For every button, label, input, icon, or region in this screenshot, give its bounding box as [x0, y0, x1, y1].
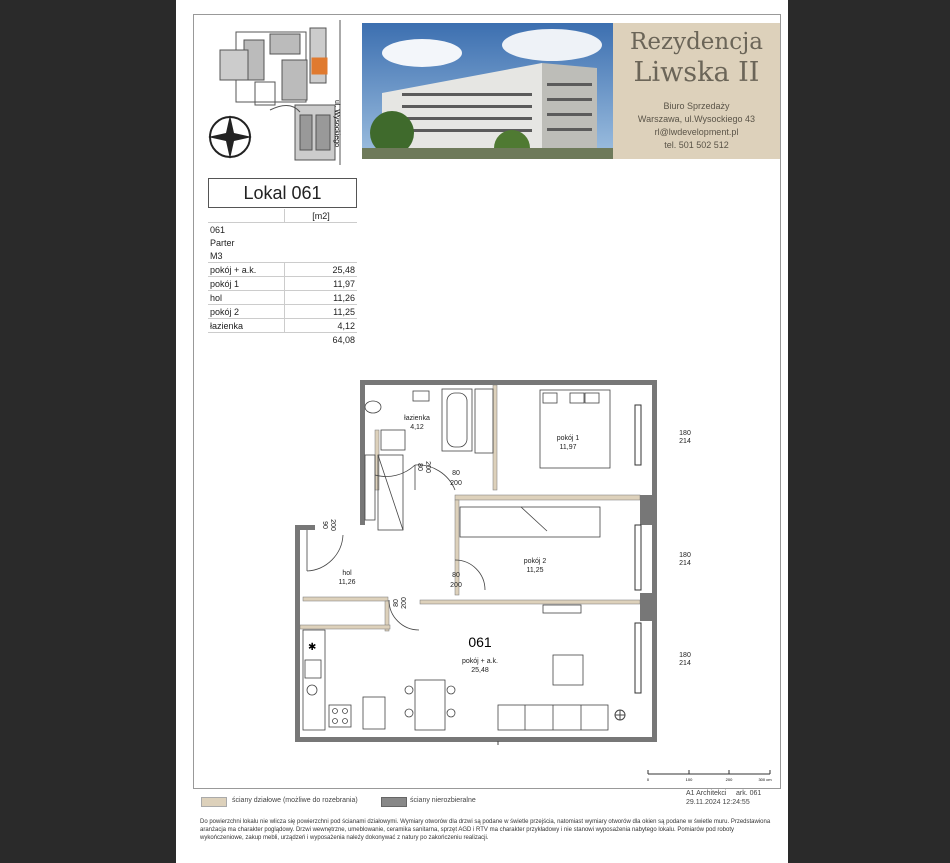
window-width: 180 [679, 430, 691, 437]
door-height: 200 [450, 582, 462, 589]
brand-email: rl@lwdevelopment.pl [654, 127, 739, 137]
scale-bar [645, 768, 780, 782]
brand-title-line1: Rezydencja [630, 29, 763, 55]
room-area: 11,97 [285, 277, 358, 291]
plan-unit-number: 061 [468, 634, 492, 650]
brand-office: Biuro Sprzedaży [663, 101, 730, 111]
room-name: pokój 2 [208, 305, 285, 319]
room-area: 11,26 [285, 291, 358, 305]
unit-header: [m2] [285, 209, 358, 223]
scale-tick: 300 cm [758, 777, 772, 782]
brand-address: Warszawa, ul.Wysockiego 43 [637, 114, 756, 124]
plan-area-lazienka: 4,12 [410, 424, 424, 431]
legend-structural-label: ściany nierozbieralne [410, 797, 476, 804]
window-height: 214 [679, 660, 691, 667]
table-row [208, 291, 357, 305]
table-row [208, 263, 357, 277]
plan-area-pokoj1: 11,97 [559, 444, 577, 451]
plan-label-lazienka: łazienka [404, 415, 430, 422]
plan-area-pokoj2: 11,25 [526, 567, 544, 574]
plan-label-main: pokój + a.k. [462, 658, 498, 665]
compass-rose-icon [208, 115, 252, 159]
scale-tick: 0 [646, 777, 650, 782]
window-height: 214 [679, 438, 691, 445]
door-width: 80 [452, 572, 460, 579]
door-height: 200 [450, 480, 462, 487]
sheet-number: ark. 061 [736, 790, 762, 797]
room-area: 25,48 [285, 263, 358, 277]
window-width: 180 [679, 652, 691, 659]
window-height: 214 [679, 560, 691, 567]
door-width: 80 [416, 463, 423, 471]
plant-icon [615, 710, 625, 720]
disclaimer: Do powierzchni lokalu nie wlicza się powierzchni pod ścianami działowymi. Wymiary otworów dla drzwi są podane w świetle przejścia, natomiast wymiary otworów dla okien są podane w świetle muru. Przedstawiona aranżacja ma charakter poglądowy. Drzwi wewnętrzne, umeblowanie, ceramika sanitarna, sprzęt AGD i RTV ma charakter przykładowy i nie stanowi wyposażenia nabytego lokalu. Pomiarów pod roboty wykończeniowe, zakup mebli, urządzeń i wyposażenia należy dokonywać z natury po zakończeniu realizacji. [200, 819, 771, 841]
brand-panel [613, 23, 780, 159]
unit-number: 061 [210, 224, 226, 235]
brand-phone: tel. 501 502 512 [664, 140, 729, 150]
total-area: 64,08 [332, 334, 355, 345]
room-name: hol [208, 291, 285, 305]
door-height: 200 [424, 461, 431, 473]
door-height: 200 [401, 597, 408, 609]
area-table [208, 209, 357, 346]
window-width: 180 [679, 552, 691, 559]
street-label: ul. Wysockiego [333, 100, 340, 148]
door-height: 200 [329, 519, 336, 531]
door-width: 90 [321, 521, 328, 529]
unit-floor: Parter [210, 237, 235, 248]
fridge-snowflake-icon: ✱ [308, 642, 317, 653]
plan-area-main: 25,48 [471, 667, 489, 674]
table-row [208, 277, 357, 291]
site-plan [200, 20, 360, 165]
legend-partition-swatch [201, 797, 227, 807]
plan-label-pokoj2: pokój 2 [523, 558, 547, 565]
unit-type: M3 [208, 249, 285, 263]
room-area: 11,25 [285, 305, 358, 319]
scale-tick: 200 [725, 777, 733, 782]
table-row [208, 319, 357, 333]
building-photo [362, 23, 613, 159]
table-row [208, 305, 357, 319]
brand-title-line2: Liwska II [633, 57, 760, 88]
room-name: pokój 1 [208, 277, 285, 291]
door-width: 80 [393, 599, 400, 607]
room-name: pokój + a.k. [208, 263, 285, 277]
legend-partition-label: ściany działowe (możliwe do rozebrania) [232, 797, 358, 804]
room-area: 4,12 [285, 319, 358, 333]
plan-area-hol: 11,26 [338, 579, 356, 586]
architect: A1 Architekci [686, 790, 727, 797]
print-date: 29.11.2024 12:24:55 [686, 799, 750, 806]
door-width: 80 [452, 470, 460, 477]
floor-plan [285, 375, 725, 755]
room-name: łazienka [208, 319, 285, 333]
plan-label-hol: hol [342, 570, 352, 577]
lokal-title: Lokal 061 [208, 178, 357, 208]
scale-tick: 100 [685, 777, 693, 782]
plan-label-pokoj1: pokój 1 [556, 435, 580, 442]
legend-structural-swatch [381, 797, 407, 807]
